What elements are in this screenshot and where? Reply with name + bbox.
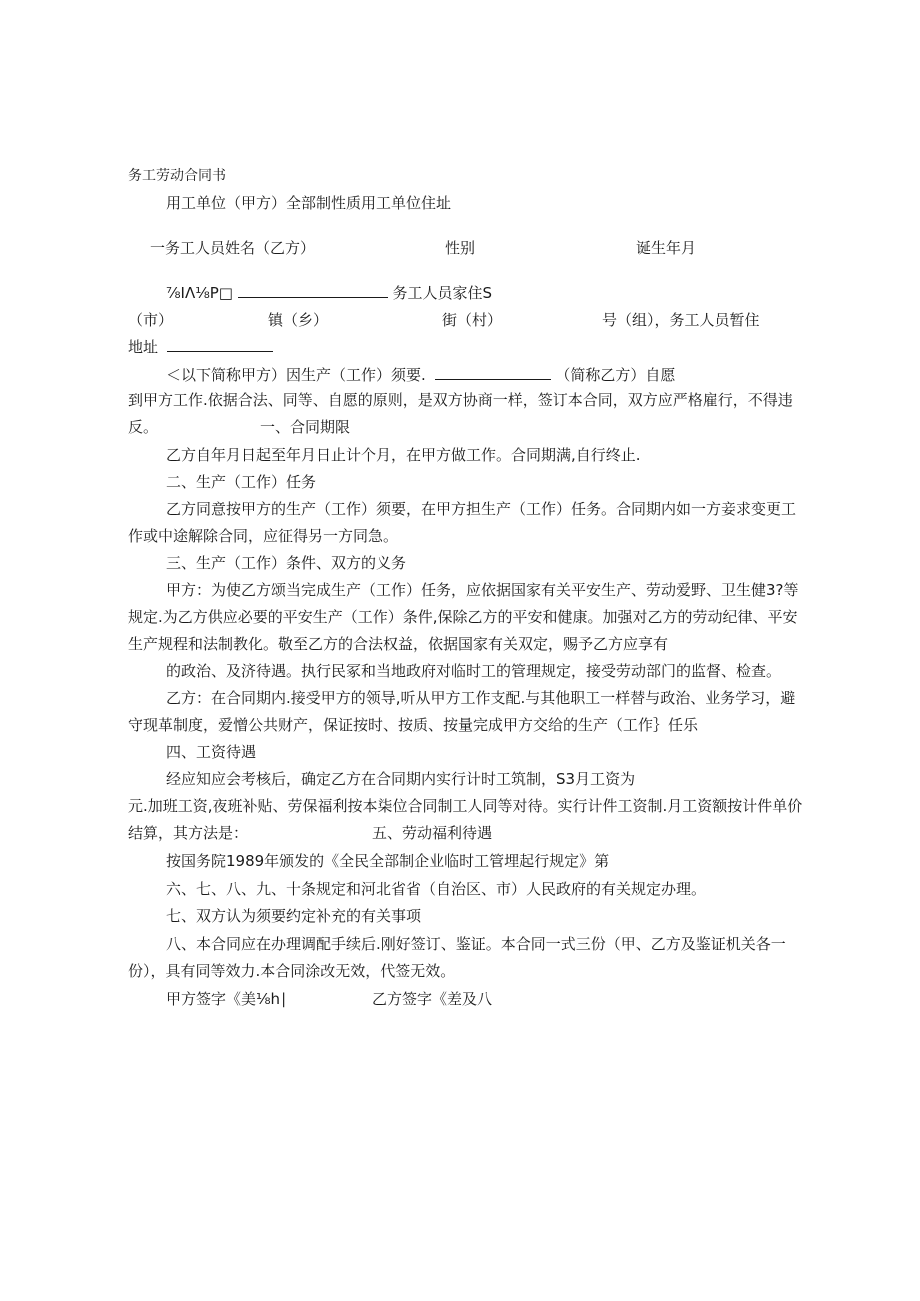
group-label: 号（组），务工人员暂住	[602, 311, 760, 329]
section-4-line-1: 经应知应会考核后，确定乙方在合同期内实行计时工筑制，S3月工资为	[166, 770, 636, 788]
term-text: 乙方自年月日起至年月日止计个月，在甲方做工作。合同期满,自行终止.	[166, 446, 641, 464]
intro-text-b: （简称乙方）自愿	[555, 366, 676, 384]
town-label: 镇（乡）	[268, 311, 329, 329]
section-5-line-2: 六、七、八、九、十条规定和河北省省（自治区、市）人民政府的有关规定办理。	[166, 880, 707, 898]
section-3-line-5: 乙方：在合同期内.接受甲方的领导,听从甲方工作支配.与其他职工一样替与政治、业务学习，避	[166, 689, 796, 707]
employer-line: 用工单位（甲方）全部制性质用工单位住址	[166, 194, 452, 212]
temp-address-row	[128, 336, 273, 357]
street-label: 街（村）	[442, 311, 503, 329]
intro-line-1	[166, 364, 675, 385]
section-4-line-3a: 结算，其方法是：	[128, 824, 249, 842]
blank-line	[167, 336, 273, 352]
party-a-signature: 甲方签字《美⅛h∣	[166, 990, 288, 1008]
section-5-line-1: 按国务院1989年颁发的《全民全部制企业临时工管埋起行规定》第	[166, 852, 610, 870]
intro-text-a: ＜以下简称甲方）因生产（工作）须要.	[166, 366, 426, 384]
garbled-prefix: ⅞IΛ⅛P□	[166, 284, 233, 302]
section-3-line-4: 的政治、及济待遇。执行民冢和当地政府对临时工的管理规定，接受劳动部门的监督、检查。	[166, 662, 782, 680]
document-title: 务工劳动合同书	[128, 168, 226, 184]
section-2-line-2: 作或中途解除合同，应征得另一方同急。	[128, 527, 399, 545]
section-1-heading: 一、合同期限	[260, 418, 351, 436]
section-7-heading: 七、双方认为须要约定补充的有关事项	[166, 907, 422, 925]
section-8-line-1: 八、本合同应在办理调配手续后.刚好签订、鉴证。本合同一式三份（甲、乙方及鉴证机关各一	[166, 935, 786, 953]
section-4-heading: 四、工资待遇	[166, 743, 257, 761]
section-3-line-2: 规定.为乙方供应必要的平安生产（工作）条件,保除乙方的平安和健康。加强对乙方的劳动纪律、平安	[128, 608, 798, 626]
section-5-heading: 五、劳动福利待遇	[372, 824, 493, 842]
home-address-label: 务工人员家住S	[392, 284, 493, 302]
blank-line	[238, 282, 388, 298]
temp-address-label: 地址	[128, 338, 159, 356]
section-3-heading: 三、生产（工作）条件、双方的义务	[166, 554, 407, 572]
gender-label: 性别	[445, 239, 476, 257]
garbled-row	[166, 282, 492, 303]
intro-line-3a: 反。	[128, 418, 159, 436]
city-label: （市）	[128, 311, 174, 329]
section-2-line-1: 乙方同意按甲方的生产（工作）须要，在甲方担生产（工作）任务。合同期内如一方妾求变更工	[166, 500, 797, 518]
section-4-line-2: 元.加班工资,夜班补贴、劳保福利按本柒位合同制工人同等对待。实行计件工资制.月工资额按计件单价	[128, 797, 803, 815]
section-3-line-3: 生产规程和法制教化。敬至乙方的合法权益，依据国家有关双定，赐予乙方应享有	[128, 635, 669, 653]
party-b-signature: 乙方签字《差及八	[372, 990, 493, 1008]
section-3-line-1: 甲方：为使乙方颂当完成生产（工作）任务，应依据国家有关平安生产、劳动爱野、卫生健3?等	[166, 581, 799, 599]
blank-line	[435, 364, 551, 380]
section-8-line-2: 份），具有同等效力.本合同涂改无效，代签无效。	[128, 962, 456, 980]
section-2-heading: 二、生产（工作）任务	[166, 473, 317, 491]
birth-label: 诞生年月	[636, 239, 697, 257]
section-3-line-6: 守现革制度，爱憎公共财产，保证按时、按质、按量完成甲方交给的生产（工作｝任乐	[128, 716, 699, 734]
worker-name-label: 一务工人员姓名（乙方）	[150, 239, 316, 257]
intro-line-2: 到甲方工作.依据合法、同等、自愿的原则，是双方协商一样，签订本合同，双方应严格雇行，不得违	[128, 391, 793, 409]
